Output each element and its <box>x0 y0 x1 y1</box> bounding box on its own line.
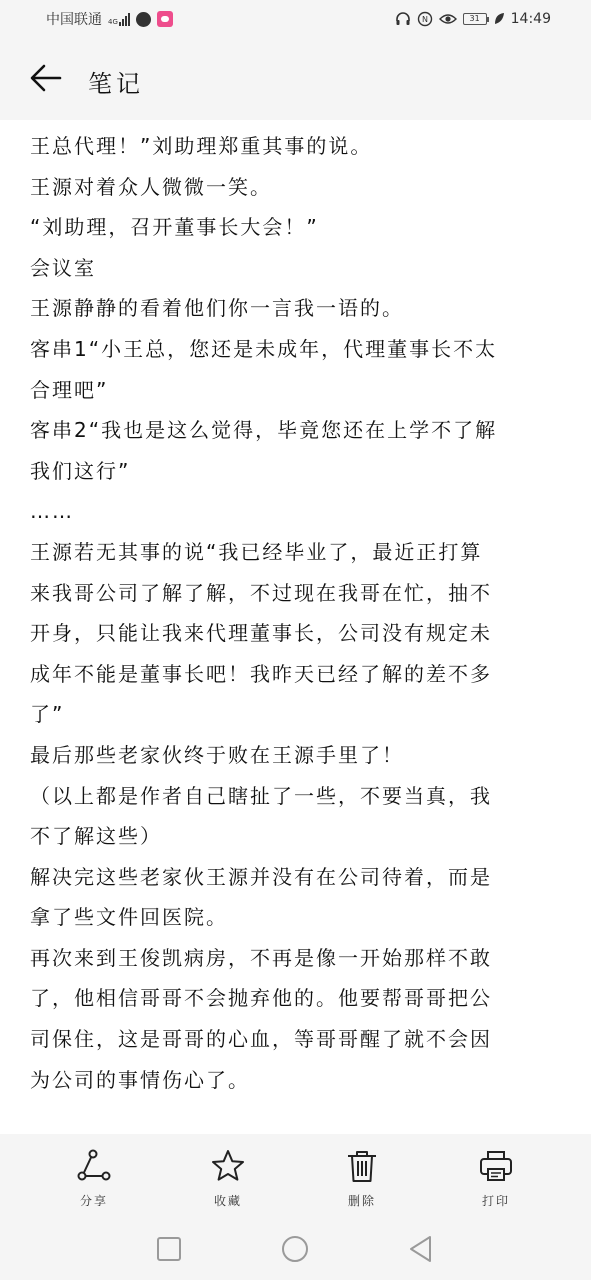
clock: 14:49 <box>510 11 551 27</box>
network-type: 4G <box>108 18 118 26</box>
favorite-button[interactable] <box>188 1142 268 1214</box>
note-line: 了” <box>30 702 65 727</box>
note-line: 司保住，这是哥哥的心血，等哥哥醒了就不会因 <box>30 1027 492 1052</box>
trash-icon <box>344 1148 380 1184</box>
share-label: 分享 <box>79 1194 108 1208</box>
share-button[interactable] <box>54 1142 134 1214</box>
arrow-left-icon <box>28 60 64 96</box>
share-icon <box>76 1148 112 1184</box>
recent-apps-button[interactable] <box>152 1232 186 1266</box>
note-line: 拿了些文件回医院。 <box>30 905 228 930</box>
nav-back-button[interactable] <box>404 1232 438 1266</box>
network-indicator <box>108 12 130 26</box>
page-title: 笔记 <box>88 70 144 98</box>
carrier-label: 中国联通 <box>46 12 102 28</box>
note-line: …… <box>30 499 74 524</box>
status-left <box>46 9 173 29</box>
note-line: 成年不能是董事长吧！我昨天已经了解的差不多 <box>30 661 492 686</box>
nfc-icon <box>417 11 433 27</box>
note-line: 合理吧” <box>30 377 109 402</box>
leaf-icon <box>493 12 505 26</box>
favorite-label: 收藏 <box>213 1194 242 1208</box>
note-line: 解决完这些老家伙王源并没有在公司待着，而是 <box>30 864 492 889</box>
note-line: 不了解这些） <box>30 824 162 849</box>
square-icon <box>152 1232 186 1266</box>
note-line: （以上都是作者自己瞎扯了一些，不要当真，我 <box>30 783 492 808</box>
system-nav-bar <box>0 1218 591 1280</box>
note-line: 最后那些老家伙终于败在王源手里了！ <box>30 742 404 767</box>
status-bar <box>0 0 591 38</box>
note-line: 王源对着众人微微一笑。 <box>30 174 272 199</box>
home-button[interactable] <box>278 1232 312 1266</box>
delete-button[interactable] <box>322 1142 402 1214</box>
print-button[interactable] <box>456 1142 536 1214</box>
note-line: 客串1“小王总，您还是未成年，代理董事长不太 <box>30 336 498 361</box>
bottom-action-bar <box>0 1134 591 1218</box>
svg-text:N: N <box>421 15 428 24</box>
vpn-icon <box>136 12 151 27</box>
printer-icon <box>478 1148 514 1184</box>
eye-comfort-icon <box>439 12 457 26</box>
back-button[interactable] <box>28 60 64 96</box>
note-line: 了，他相信哥哥不会抛弃他的。他要帮哥哥把公 <box>30 986 492 1011</box>
signal-icon <box>119 12 130 26</box>
circle-icon <box>278 1232 312 1266</box>
app-bar <box>0 38 591 120</box>
note-line: 开身，只能让我来代理董事长，公司没有规定未 <box>30 621 492 646</box>
note-line: 来我哥公司了解了解，不过现在我哥在忙，抽不 <box>30 580 492 605</box>
star-icon <box>210 1148 246 1184</box>
note-line: 客串2“我也是这么觉得，毕竟您还在上学不了解 <box>30 418 498 443</box>
note-body[interactable] <box>0 120 591 1134</box>
print-label: 打印 <box>481 1194 510 1208</box>
delete-label: 删除 <box>347 1194 376 1208</box>
note-line: 王总代理！”刘助理郑重其事的说。 <box>30 134 373 158</box>
note-line: 为公司的事情伤心了。 <box>30 1067 250 1092</box>
note-line: 王源静静的看着他们你一言我一语的。 <box>30 296 404 321</box>
app-notification-icon <box>157 11 173 27</box>
note-line: 会议室 <box>30 255 96 280</box>
note-line: “刘助理，召开董事长大会！” <box>30 215 319 240</box>
note-line: 我们这行” <box>30 458 131 483</box>
triangle-back-icon <box>404 1232 438 1266</box>
status-right <box>395 11 551 27</box>
headphone-icon <box>395 11 411 27</box>
battery-icon: 31 <box>463 13 487 25</box>
note-line: 再次来到王俊凯病房，不再是像一开始那样不敢 <box>30 945 492 970</box>
note-line: 王源若无其事的说“我已经毕业了，最近正打算 <box>30 539 483 564</box>
